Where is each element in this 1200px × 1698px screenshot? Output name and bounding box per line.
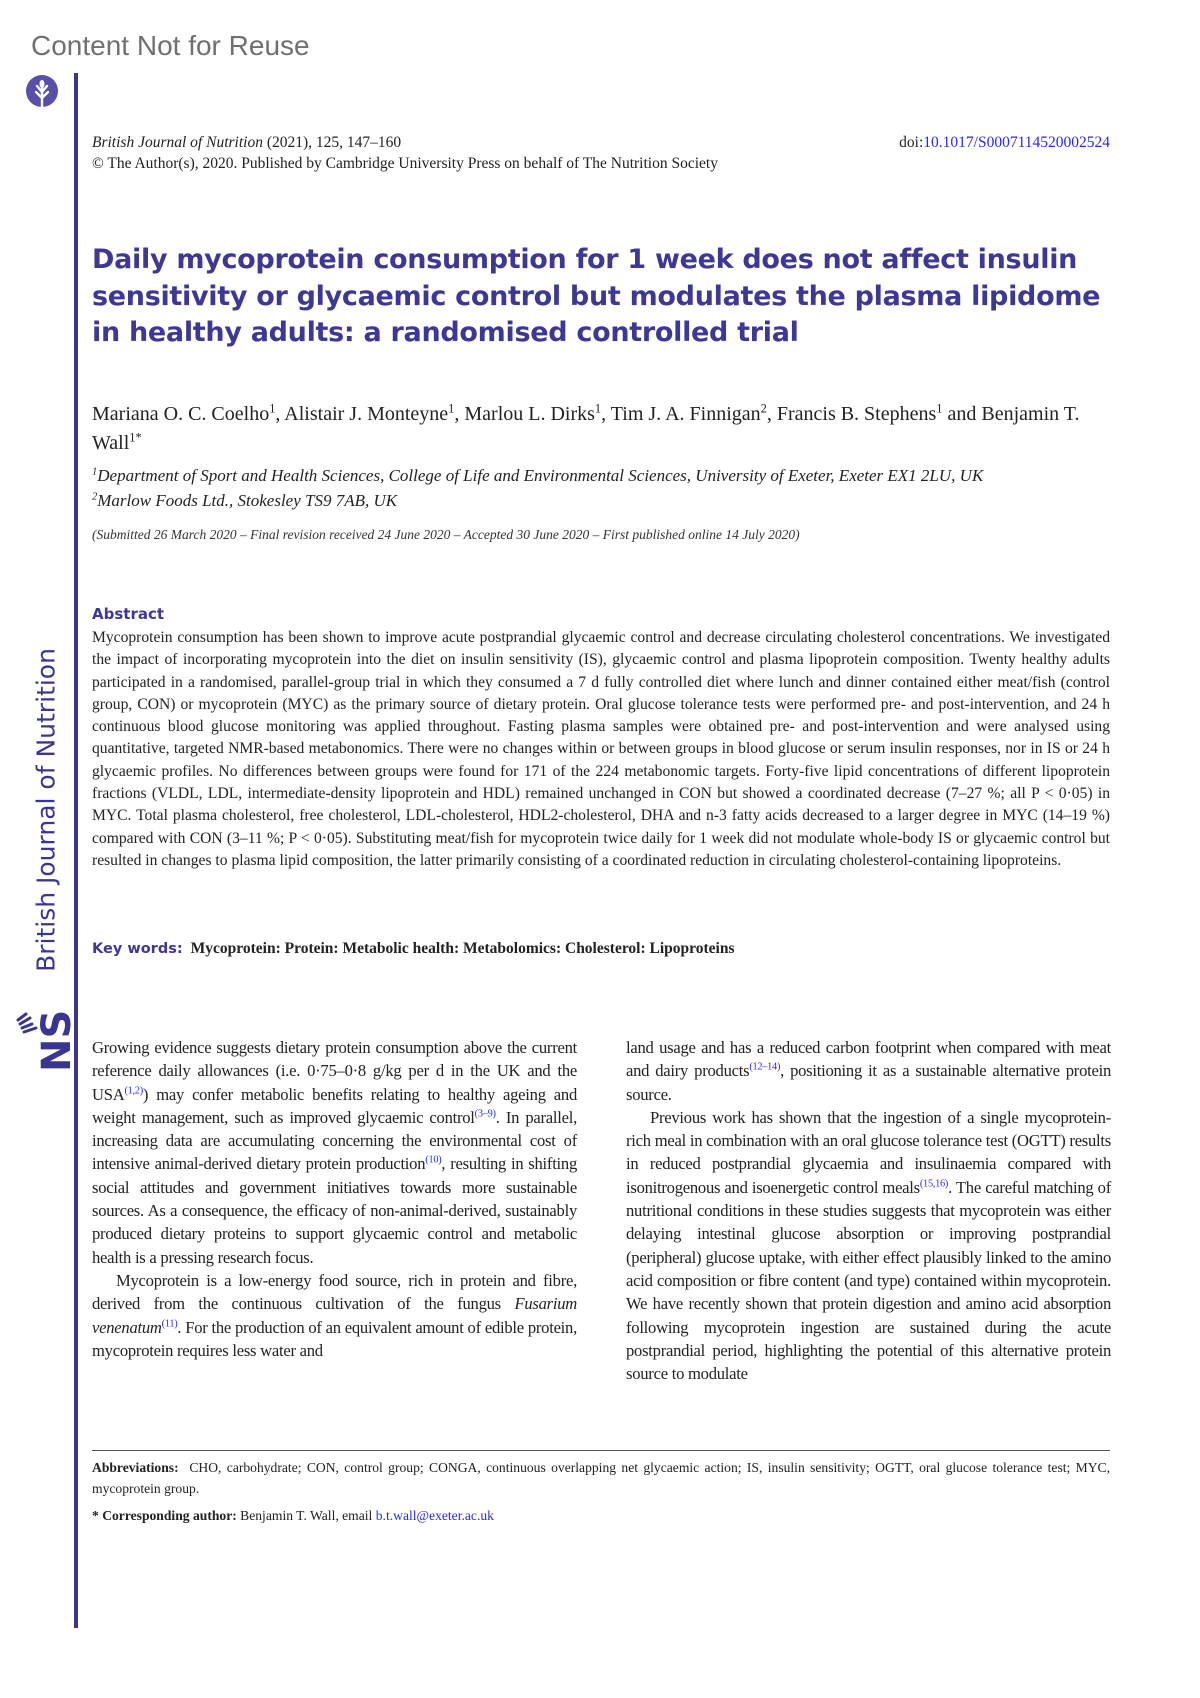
copyright-line: © The Author(s), 2020. Published by Cambridge University Press on behalf of The Nutrition Society — [92, 155, 718, 172]
doi-link[interactable]: 10.1017/S0007114520002524 — [923, 134, 1110, 151]
body-text: Fusarium venenatum — [92, 1294, 577, 1337]
abbreviations-label: Abbreviations: — [92, 1460, 179, 1475]
affiliation-1 — [92, 463, 1122, 488]
affiliation-number: 2 — [92, 491, 98, 503]
footnote-divider — [92, 1450, 1110, 1451]
body-text: . For the production of an equivalent amount of edible protein, mycoprotein requires less water and — [92, 1317, 577, 1360]
author-list: Mariana O. C. Coelho$^1$, Alistair J. Monteyne$^1$, Marlou L. Dirks$^1$, Tim J. A. Finnigan$^2$, Francis B. Stephens$^1$ and Benjamin T. Wall$^{1*}$ — [92, 401, 1080, 454]
keywords-label: Key words: — [92, 941, 183, 957]
body-text: ) may confer metabolic benefits relating to healthy ageing and weight management, such as improved glycaemic control — [92, 1084, 577, 1127]
affiliation-2 — [92, 488, 1122, 513]
body-text: , positioning it as a sustainable alternative protein source. — [626, 1061, 1111, 1104]
reference-citation[interactable]: (10) — [425, 1154, 442, 1166]
abbreviations-text: CHO, carbohydrate; CON, control group; CONGA, continuous overlapping net glycaemic action; IS, insulin sensitivity; OGTT, oral glucose tolerance test; MYC, mycoprotein group. — [92, 1460, 1111, 1496]
body-text: . In parallel, increasing data are accumulating concerning the environmental cost of intensive animal-derived dietary protein production — [92, 1107, 578, 1174]
open-access-wheat-logo-icon — [25, 74, 59, 110]
journal-vertical-label — [28, 625, 64, 995]
body-column-right — [626, 1036, 1111, 1385]
reference-citation[interactable]: (11) — [161, 1318, 178, 1330]
author-affiliation-marker: 2 — [760, 401, 767, 416]
keywords-value: Mycoprotein: Protein: Metabolic health: Metabolomics: Cholesterol: Lipoproteins — [190, 940, 735, 957]
keywords — [92, 940, 735, 958]
author-affiliation-marker: 1 — [594, 401, 602, 416]
body-column-left — [92, 1036, 577, 1362]
body-text: , resulting in shifting social attitudes and government initiatives towards more sustainable sources. As a consequence, the efficacy of non-animal-derived, sustainably produced dietary proteins to support glycaemic control and metabolic health is a pressing research focus. — [92, 1154, 578, 1267]
author-name: Alistair J. Monteyne — [284, 403, 449, 425]
journal-citation — [92, 134, 401, 152]
journal-accent-bar — [74, 73, 78, 1628]
article-title: Daily mycoprotein consumption for 1 week does not affect insulin sensitivity or glycaemic control but modulates the plasma lipidome in healthy adults: a randomised controlled trial — [92, 244, 1101, 348]
nutrition-society-logo-icon — [12, 1009, 80, 1080]
body-text: land usage and has a reduced carbon footprint when compared with meat and dairy products — [626, 1038, 1111, 1081]
author-affiliation-marker: 1 — [448, 401, 455, 416]
body-paragraph — [92, 1036, 577, 1269]
corresponding-author-text: Benjamin T. Wall, email — [236, 1508, 376, 1523]
author-name: Benjamin T. Wall — [92, 403, 1080, 454]
affiliation-number: 1 — [92, 466, 98, 478]
corresponding-author-label: * Corresponding author: — [92, 1508, 237, 1523]
body-paragraph — [626, 1106, 1111, 1386]
body-text: Previous work has shown that the ingestion of a single mycoprotein-rich meal in combination with an oral glucose tolerance test (OGTT) results in reduced postprandial glycaemia and insulinaemia compared with isonitrogenous and isoenergetic control meals — [626, 1107, 1111, 1197]
email-link[interactable]: b.t.wall@exeter.ac.uk — [375, 1508, 494, 1523]
reference-citation[interactable]: (12–14) — [749, 1061, 781, 1073]
journal-name: British Journal of Nutrition — [92, 134, 263, 151]
reference-citation[interactable]: (1,2) — [124, 1085, 143, 1097]
doi-label: doi: — [899, 134, 924, 151]
abbreviations-footnote — [92, 1457, 1110, 1499]
citation-details: (2021), 125, 147–160 — [262, 134, 402, 151]
author-affiliation-marker: 1* — [129, 430, 142, 445]
author-name: Tim J. A. Finnigan — [610, 403, 761, 425]
submission-dates: (Submitted 26 March 2020 – Final revision received 24 June 2020 – Accepted 30 June 2020 – First published online 14 July 2020) — [92, 527, 800, 542]
affiliation-text: Department of Sport and Health Sciences, College of Life and Environmental Sciences, University of Exeter, Exeter EX1 2LU, UK — [97, 466, 984, 485]
body-text: . The careful matching of nutritional conditions in these studies suggests that mycoprotein was either delaying intestinal glucose absorption or improving postprandial (peripheral) glucose uptake, with either effect plausibly linked to the amino acid composition or fibre content (and type) contained within mycoprotein. We have recently shown that protein digestion and amino acid absorption following mycoprotein ingestion are sustained during the acute postprandial period, highlighting the potential of this alternative protein source to modulate — [626, 1177, 1111, 1384]
author-name: Francis B. Stephens — [776, 403, 937, 425]
author-affiliation-marker: 1 — [936, 401, 943, 416]
doi — [899, 134, 1110, 152]
body-paragraph — [92, 1269, 577, 1362]
abstract-heading: Abstract — [92, 605, 165, 623]
watermark-text: Content Not for Reuse — [31, 30, 310, 61]
body-text: Growing evidence suggests dietary protein consumption above the current reference daily allowances (i.e. 0·75–0·8 g/kg per d in the UK and the USA — [92, 1038, 577, 1104]
author-name: Marlou L. Dirks — [464, 403, 595, 425]
affiliations — [92, 463, 1122, 513]
corresponding-author — [92, 1508, 494, 1524]
body-paragraph — [626, 1036, 1111, 1106]
abstract-text: Mycoprotein consumption has been shown to improve acute postprandial glycaemic control and decrease circulating cholesterol concentrations. We investigated the impact of incorporating mycoprotein into the diet on insulin sensitivity (IS), glycaemic control and plasma lipoprotein composition. Twenty healthy adults participated in a randomised, parallel-group trial in which they consumed a 7 d fully controlled diet where lunch and dinner contained either meat/fish (control group, CON) or mycoprotein (MYC) as the primary source of dietary protein. Oral glucose tolerance tests were performed pre- and post-intervention, and 24 h continuous blood glucose monitoring was applied throughout. Fasting plasma samples were obtained pre- and post-intervention and were analysed using quantitative, targeted NMR-based metabonomics. There were no changes within or between groups in blood glucose or serum insulin responses, nor in IS or 24 h glycaemic profiles. No differences between groups were found for 171 of the 224 metabonomic targets. Forty-five lipid concentrations of different lipoprotein fractions (VLDL, LDL, intermediate-density lipoprotein and HDL) remained unchanged in CON but showed a coordinated decrease (7–27 %; all P < 0·05) in MYC. Total plasma cholesterol, free cholesterol, LDL-cholesterol, HDL2-cholesterol, DHA and n-3 fatty acids decreased to a larger degree in MYC (14–19 %) compared with CON (3–11 %; P < 0·05). Substituting meat/fish for mycoprotein twice daily for 1 week did not modulate whole-body IS or glycaemic control but resulted in changes to plasma lipid composition, the latter primarily consisting of a coordinated reduction in circulating cholesterol-containing lipoproteins. — [92, 629, 1110, 869]
affiliation-text: Marlow Foods Ltd., Stokesley TS9 7AB, UK — [97, 491, 398, 510]
reference-citation[interactable]: (15,16) — [919, 1178, 949, 1190]
body-text: Mycoprotein is a low-energy food source, rich in protein and fibre, derived from the continuous cultivation of the fungus — [92, 1270, 577, 1314]
reference-citation[interactable]: (3–9) — [474, 1108, 496, 1120]
author-affiliation-marker: 1 — [269, 401, 276, 416]
svg-text:NS: NS — [34, 1009, 80, 1072]
author-name: Mariana O. C. Coelho — [92, 403, 270, 425]
journal-vertical-text: British Journal of Nutrition — [31, 648, 61, 972]
